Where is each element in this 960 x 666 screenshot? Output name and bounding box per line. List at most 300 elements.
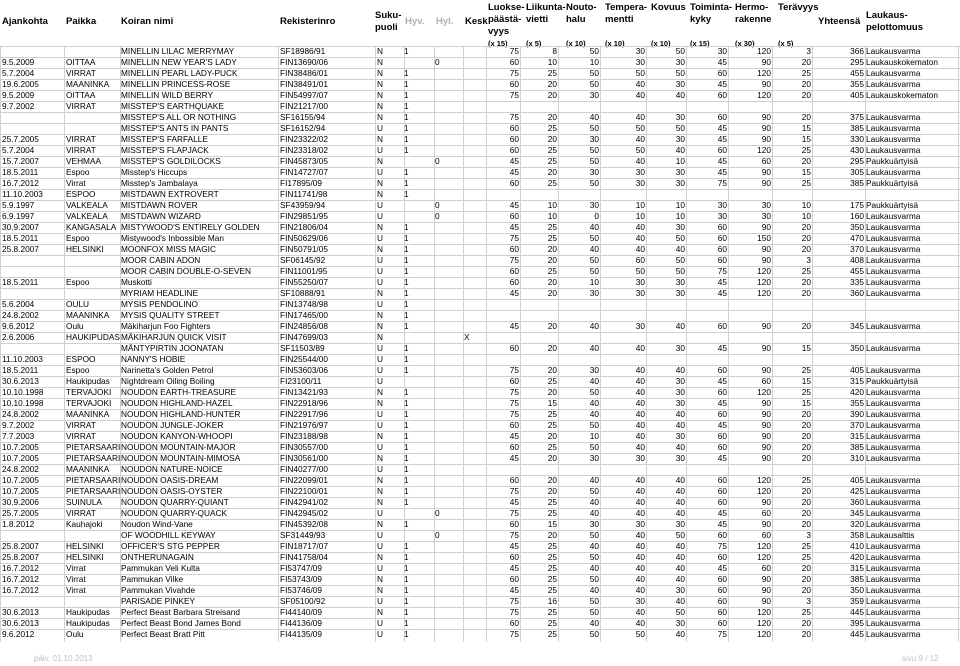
cell-koiran-nimi: NOUDON OASIS-DREAM (121, 476, 219, 485)
cell-temperamentti: 50 (635, 267, 645, 276)
cell-hyl: 0 (435, 531, 440, 540)
cell-koiran-nimi: MISTYWOOD'S ENTIRELY GOLDEN (121, 223, 260, 232)
cell-rekisterinro: FIN40277/00 (280, 465, 328, 474)
cell-hyv: 1 (404, 256, 409, 265)
cell-sukupuoli: U (377, 234, 383, 243)
cell-hyv: 1 (404, 69, 409, 78)
cell-ajankohta: 18.5.2011 (2, 234, 39, 243)
cell-koiran-nimi: Noudon Wind-Vane (121, 520, 193, 529)
cell-koiran-nimi: MOOR CABIN ADON (121, 256, 201, 265)
cell-ajankohta: 24.8.2002 (2, 410, 39, 419)
cell-hyv: 1 (404, 388, 409, 397)
cell-toimintakyky: 45 (717, 289, 727, 298)
cell-toimintakyky: 45 (717, 124, 727, 133)
cell-yhteensa: 425 (850, 487, 864, 496)
cell-ajankohta: 10.7.2005 (2, 454, 39, 463)
cell-luoksepaastavyys: 60 (509, 278, 519, 287)
cell-ajankohta: 10.10.1998 (2, 399, 44, 408)
cell-laukauspelottomuus: Paukkuärtyisä (866, 179, 919, 188)
cell-hyv: 1 (404, 146, 409, 155)
cell-toimintakyky: 60 (717, 322, 727, 331)
cell-temperamentti: 40 (635, 586, 645, 595)
cell-temperamentti: 30 (635, 597, 645, 606)
table-row (0, 475, 960, 485)
cell-laukauspelottomuus: Laukausvarma (866, 520, 921, 529)
cell-temperamentti: 40 (635, 531, 645, 540)
cell-laukauspelottomuus: Laukausvarma (866, 432, 921, 441)
cell-temperamentti: 40 (635, 113, 645, 122)
table-row (0, 574, 960, 584)
cell-luoksepaastavyys: 60 (509, 267, 519, 276)
cell-sukupuoli: N (377, 135, 383, 144)
cell-yhteensa: 420 (850, 553, 864, 562)
cell-koiran-nimi: Pammukan Veli Kulta (121, 564, 200, 573)
cell-toimintakyky: 60 (717, 223, 727, 232)
cell-laukauspelottomuus: Laukausvarma (866, 542, 921, 551)
cell-laukauspelottomuus: Laukausvarma (866, 410, 921, 419)
table-row (0, 68, 960, 78)
cell-yhteensa: 385 (850, 179, 864, 188)
cell-laukauspelottomuus: Laukauskokematon (866, 91, 938, 100)
cell-paikka: VIRRAT (66, 509, 96, 518)
cell-laukauspelottomuus: Laukausvarma (866, 212, 921, 221)
cell-toimintakyky: 45 (717, 80, 727, 89)
cell-ajankohta: 30.9.2006 (2, 498, 39, 507)
cell-ajankohta: 9.5.2009 (2, 91, 35, 100)
table-row (0, 387, 960, 397)
cell-liikuntavietti: 20 (547, 476, 557, 485)
cell-liikuntavietti: 20 (547, 113, 557, 122)
cell-noutohalu: 40 (589, 619, 599, 628)
cell-toimintakyky: 60 (717, 410, 727, 419)
table-row (0, 585, 960, 595)
cell-hermorakenne: 150 (757, 234, 771, 243)
cell-laukauspelottomuus: Laukausvarma (866, 619, 921, 628)
cell-sukupuoli: U (377, 542, 383, 551)
cell-temperamentti: 40 (635, 542, 645, 551)
cell-koiran-nimi: Misstep's Hiccups (121, 168, 188, 177)
cell-luoksepaastavyys: 60 (509, 377, 519, 386)
cell-laukauspelottomuus: Paukkuärtyisä (866, 377, 919, 386)
cell-sukupuoli: U (377, 300, 383, 309)
cell-koiran-nimi: MISSTEP'S EARTHQUAKE (121, 102, 224, 111)
cell-teravyys: 15 (801, 344, 811, 353)
cell-paikka: MAANINKA (66, 80, 110, 89)
cell-teravyys: 15 (801, 399, 811, 408)
col-header-hyl: Hyl. (436, 16, 454, 27)
cell-toimintakyky: 75 (717, 267, 727, 276)
cell-temperamentti: 40 (635, 608, 645, 617)
cell-sukupuoli: U (377, 267, 383, 276)
col-header-toimintakyky: Toiminta- kyky (690, 2, 733, 25)
cell-toimintakyky: 45 (717, 564, 727, 573)
table-row (0, 167, 960, 177)
cell-ajankohta: 11.10.2003 (2, 355, 43, 364)
cell-luoksepaastavyys: 75 (509, 91, 519, 100)
cell-luoksepaastavyys: 60 (509, 212, 519, 221)
cell-liikuntavietti: 25 (547, 553, 557, 562)
cell-rekisterinro: FI17895/09 (280, 179, 322, 188)
cell-noutohalu: 50 (589, 487, 599, 496)
cell-hyv: 1 (404, 410, 409, 419)
cell-sukupuoli: U (377, 619, 383, 628)
cell-teravyys: 20 (801, 630, 811, 639)
cell-kovuus: 30 (675, 619, 685, 628)
cell-temperamentti: 40 (635, 223, 645, 232)
table-row (0, 541, 960, 551)
cell-kovuus: 30 (675, 388, 685, 397)
cell-liikuntavietti: 25 (547, 146, 557, 155)
cell-teravyys: 20 (801, 91, 811, 100)
multiplier-kovuus: (x 10) (651, 39, 671, 48)
cell-kovuus: 10 (675, 201, 685, 210)
cell-luoksepaastavyys: 75 (509, 113, 519, 122)
cell-rekisterinro: FIN24856/08 (280, 322, 328, 331)
cell-yhteensa: 366 (850, 47, 864, 56)
cell-noutohalu: 30 (589, 520, 599, 529)
cell-liikuntavietti: 20 (547, 168, 557, 177)
cell-hyv: 1 (404, 135, 409, 144)
cell-sukupuoli: U (377, 564, 383, 573)
cell-yhteensa: 359 (850, 597, 864, 606)
cell-paikka: KANGASALA (66, 223, 117, 232)
cell-luoksepaastavyys: 60 (509, 80, 519, 89)
cell-koiran-nimi: MOOR CABIN DOUBLE-O-SEVEN (121, 267, 252, 276)
cell-rekisterinro: SF16152/94 (280, 124, 326, 133)
cell-temperamentti: 50 (635, 124, 645, 133)
cell-yhteensa: 350 (850, 223, 864, 232)
cell-hermorakenne: 120 (757, 553, 771, 562)
cell-laukauspelottomuus: Laukausvarma (866, 146, 921, 155)
cell-hyv: 1 (404, 575, 409, 584)
cell-koiran-nimi: NOUDON QUARRY-QUIANT (121, 498, 229, 507)
cell-yhteensa: 385 (850, 124, 864, 133)
cell-luoksepaastavyys: 75 (509, 487, 519, 496)
cell-paikka: Virrat (66, 179, 86, 188)
cell-hyl: 0 (435, 58, 440, 67)
cell-toimintakyky: 30 (717, 47, 727, 56)
footer-date: päiv. 01.10.2013 (34, 654, 93, 663)
cell-liikuntavietti: 10 (547, 201, 557, 210)
cell-hermorakenne: 120 (757, 487, 771, 496)
cell-sukupuoli: U (377, 256, 383, 265)
cell-paikka: ESPOO (66, 355, 96, 364)
cell-sukupuoli: N (377, 575, 383, 584)
cell-kovuus: 50 (675, 69, 685, 78)
cell-luoksepaastavyys: 60 (509, 146, 519, 155)
cell-rekisterinro: FIN30561/00 (280, 454, 328, 463)
cell-paikka: TERVAJOKI (66, 388, 112, 397)
cell-temperamentti: 40 (635, 377, 645, 386)
cell-sukupuoli: N (377, 322, 383, 331)
cell-paikka: TERVAJOKI (66, 399, 112, 408)
cell-noutohalu: 30 (589, 201, 599, 210)
cell-ajankohta: 18.5.2011 (2, 366, 39, 375)
table-row (0, 57, 960, 67)
cell-kovuus: 50 (675, 47, 685, 56)
cell-ajankohta: 18.5.2011 (2, 168, 39, 177)
cell-teravyys: 25 (801, 366, 811, 375)
footer-page-number: sivu 9 / 12 (902, 654, 939, 663)
cell-toimintakyky: 45 (717, 454, 727, 463)
table-row (0, 431, 960, 441)
cell-hermorakenne: 90 (761, 223, 771, 232)
cell-kovuus: 30 (675, 289, 685, 298)
page-footer (0, 654, 960, 666)
cell-toimintakyky: 60 (717, 553, 727, 562)
cell-temperamentti: 40 (635, 344, 645, 353)
cell-rekisterinro: FIN47699/03 (280, 333, 328, 342)
cell-temperamentti: 60 (635, 256, 645, 265)
cell-hermorakenne: 90 (761, 454, 771, 463)
table-row (0, 497, 960, 507)
cell-noutohalu: 40 (589, 399, 599, 408)
cell-teravyys: 20 (801, 223, 811, 232)
cell-hyv: 1 (404, 278, 409, 287)
cell-noutohalu: 50 (589, 256, 599, 265)
cell-liikuntavietti: 25 (547, 619, 557, 628)
cell-temperamentti: 50 (635, 630, 645, 639)
cell-paikka: HELSINKI (66, 553, 104, 562)
cell-koiran-nimi: OF WOODHILL KEYWAY (121, 531, 216, 540)
cell-luoksepaastavyys: 45 (509, 454, 519, 463)
table-row (0, 112, 960, 122)
col-header-kovuus: Kovuus (651, 2, 686, 13)
cell-rekisterinro: FIN22099/01 (280, 476, 328, 485)
cell-paikka: Haukipudas (66, 619, 110, 628)
cell-ajankohta: 5.6.2004 (2, 300, 35, 309)
cell-toimintakyky: 75 (717, 179, 727, 188)
table-row (0, 519, 960, 529)
cell-kovuus: 40 (675, 509, 685, 518)
cell-hermorakenne: 60 (761, 564, 771, 573)
cell-yhteensa: 315 (850, 377, 864, 386)
cell-laukauspelottomuus: Laukausvarma (866, 113, 921, 122)
cell-hermorakenne: 120 (757, 542, 771, 551)
cell-hyv: 1 (404, 355, 409, 364)
cell-ajankohta: 25.8.2007 (2, 245, 39, 254)
cell-koiran-nimi: MOONFOX MISS MAGIC (121, 245, 216, 254)
cell-ajankohta: 1.8.2012 (2, 520, 35, 529)
cell-teravyys: 20 (801, 322, 811, 331)
cell-toimintakyky: 30 (717, 201, 727, 210)
table-row (0, 145, 960, 155)
cell-koiran-nimi: NOUDON KANYON-WHOOPI (121, 432, 233, 441)
cell-luoksepaastavyys: 75 (509, 531, 519, 540)
cell-ajankohta: 30.6.2013 (2, 377, 39, 386)
cell-laukauspelottomuus: Laukausvarma (866, 564, 921, 573)
cell-kovuus: 30 (675, 520, 685, 529)
cell-luoksepaastavyys: 60 (509, 421, 519, 430)
col-header-liikuntavietti: Liikunta- vietti (526, 2, 566, 25)
cell-teravyys: 10 (801, 212, 811, 221)
cell-temperamentti: 40 (635, 443, 645, 452)
cell-laukauspelottomuus: Laukausvarma (866, 80, 921, 89)
cell-sukupuoli: N (377, 157, 383, 166)
cell-hermorakenne: 90 (761, 399, 771, 408)
cell-kovuus: 10 (675, 212, 685, 221)
cell-laukauspelottomuus: Laukausvarma (866, 575, 921, 584)
cell-hermorakenne: 90 (761, 322, 771, 331)
cell-liikuntavietti: 20 (547, 245, 557, 254)
cell-rekisterinro: FI53747/09 (280, 564, 322, 573)
cell-rekisterinro: FIN30557/00 (280, 443, 328, 452)
cell-toimintakyky: 45 (717, 520, 727, 529)
cell-hermorakenne: 90 (761, 113, 771, 122)
cell-liikuntavietti: 20 (547, 531, 557, 540)
cell-noutohalu: 40 (589, 542, 599, 551)
cell-teravyys: 15 (801, 135, 811, 144)
cell-liikuntavietti: 25 (547, 179, 557, 188)
cell-sukupuoli: N (377, 102, 383, 111)
cell-liikuntavietti: 8 (552, 47, 557, 56)
cell-laukauspelottomuus: Laukausvarma (866, 234, 921, 243)
cell-ajankohta: 10.7.2005 (2, 487, 39, 496)
cell-laukauspelottomuus: Laukausvarma (866, 630, 921, 639)
cell-noutohalu: 10 (589, 432, 599, 441)
cell-yhteensa: 350 (850, 586, 864, 595)
cell-temperamentti: 40 (635, 388, 645, 397)
cell-paikka: MAANINKA (66, 410, 110, 419)
multiplier-noutohalu: (x 10) (566, 39, 586, 48)
cell-luoksepaastavyys: 60 (509, 124, 519, 133)
cell-hyv: 1 (404, 91, 409, 100)
cell-ajankohta: 9.7.2002 (2, 421, 35, 430)
cell-ajankohta: 5.7.2004 (2, 69, 35, 78)
cell-temperamentti: 40 (635, 575, 645, 584)
cell-yhteensa: 370 (850, 245, 864, 254)
cell-rekisterinro: SF10888/91 (280, 289, 326, 298)
cell-kovuus: 40 (675, 322, 685, 331)
cell-sukupuoli: N (377, 476, 383, 485)
cell-hermorakenne: 90 (761, 421, 771, 430)
col-header-yhteensa: Yhteensä (818, 16, 861, 27)
table-row (0, 629, 960, 639)
cell-sukupuoli: N (377, 58, 383, 67)
cell-noutohalu: 30 (589, 168, 599, 177)
cell-rekisterinro: FIN50629/06 (280, 234, 328, 243)
cell-noutohalu: 50 (589, 388, 599, 397)
cell-liikuntavietti: 25 (547, 410, 557, 419)
cell-luoksepaastavyys: 75 (509, 630, 519, 639)
cell-hermorakenne: 60 (761, 531, 771, 540)
cell-rekisterinro: SF16155/94 (280, 113, 326, 122)
cell-liikuntavietti: 25 (547, 421, 557, 430)
cell-sukupuoli: U (377, 377, 383, 386)
table-row (0, 255, 960, 265)
cell-yhteensa: 405 (850, 476, 864, 485)
cell-kovuus: 40 (675, 487, 685, 496)
cell-yhteensa: 420 (850, 388, 864, 397)
col-header-rekisterinro: Rekisterinro (280, 16, 336, 27)
cell-liikuntavietti: 20 (547, 432, 557, 441)
cell-paikka: OITTAA (66, 58, 96, 67)
cell-temperamentti: 40 (635, 498, 645, 507)
cell-hyv: 1 (404, 586, 409, 595)
cell-laukauspelottomuus: Laukauskokematon (866, 58, 938, 67)
cell-toimintakyky: 60 (717, 531, 727, 540)
cell-teravyys: 20 (801, 421, 811, 430)
cell-luoksepaastavyys: 60 (509, 443, 519, 452)
cell-paikka: VIRRAT (66, 432, 96, 441)
cell-liikuntavietti: 25 (547, 586, 557, 595)
col-header-sukupuoli: Suku- puoli (375, 10, 402, 33)
cell-luoksepaastavyys: 75 (509, 366, 519, 375)
table-row (0, 486, 960, 496)
cell-liikuntavietti: 15 (547, 399, 557, 408)
cell-ajankohta: 24.8.2002 (2, 465, 39, 474)
cell-luoksepaastavyys: 60 (509, 179, 519, 188)
cell-ajankohta: 25.7.2005 (2, 509, 39, 518)
cell-temperamentti: 50 (635, 146, 645, 155)
cell-rekisterinro: FIN38486/01 (280, 69, 328, 78)
cell-laukauspelottomuus: Laukausvarma (866, 586, 921, 595)
cell-yhteensa: 175 (850, 201, 864, 210)
cell-temperamentti: 40 (635, 91, 645, 100)
cell-teravyys: 20 (801, 487, 811, 496)
cell-noutohalu: 0 (594, 212, 599, 221)
cell-noutohalu: 50 (589, 597, 599, 606)
cell-temperamentti: 10 (635, 201, 645, 210)
cell-toimintakyky: 45 (717, 157, 727, 166)
cell-paikka: Espoo (66, 278, 90, 287)
cell-rekisterinro: FIN21806/04 (280, 223, 328, 232)
multiplier-toimintakyky: (x 15) (690, 39, 710, 48)
cell-teravyys: 25 (801, 608, 811, 617)
cell-temperamentti: 30 (635, 168, 645, 177)
cell-hermorakenne: 90 (761, 256, 771, 265)
cell-ajankohta: 16.7.2012 (2, 564, 39, 573)
cell-hermorakenne: 90 (761, 168, 771, 177)
cell-koiran-nimi: NOUDON OASIS-OYSTER (121, 487, 223, 496)
cell-temperamentti: 40 (635, 410, 645, 419)
cell-ajankohta: 30.6.2013 (2, 619, 39, 628)
cell-yhteensa: 375 (850, 113, 864, 122)
cell-toimintakyky: 60 (717, 234, 727, 243)
cell-paikka: VIRRAT (66, 421, 96, 430)
cell-liikuntavietti: 20 (547, 454, 557, 463)
cell-yhteensa: 445 (850, 630, 864, 639)
cell-toimintakyky: 60 (717, 113, 727, 122)
cell-koiran-nimi: Pammukan Vivahde (121, 586, 196, 595)
cell-luoksepaastavyys: 60 (509, 476, 519, 485)
cell-hyv: 1 (404, 113, 409, 122)
cell-noutohalu: 50 (589, 47, 599, 56)
cell-noutohalu: 30 (589, 454, 599, 463)
cell-laukauspelottomuus: Paukkuärtyisä (866, 157, 919, 166)
cell-teravyys: 25 (801, 388, 811, 397)
cell-koiran-nimi: NOUDON MOUNTAIN-MIMOSA (121, 454, 241, 463)
cell-ajankohta: 18.5.2011 (2, 278, 39, 287)
cell-noutohalu: 50 (589, 179, 599, 188)
cell-hyv: 1 (404, 476, 409, 485)
table-row (0, 189, 960, 199)
cell-sukupuoli: N (377, 333, 383, 342)
cell-rekisterinro: FIN41758/04 (280, 553, 328, 562)
cell-rekisterinro: FIN22100/01 (280, 487, 328, 496)
cell-kovuus: 30 (675, 135, 685, 144)
cell-hermorakenne: 90 (761, 575, 771, 584)
cell-hyl: 0 (435, 201, 440, 210)
cell-rekisterinro: FIN18717/07 (280, 542, 328, 551)
cell-luoksepaastavyys: 45 (509, 168, 519, 177)
cell-paikka: Haukipudas (66, 608, 110, 617)
cell-liikuntavietti: 16 (547, 597, 557, 606)
cell-paikka: VIRRAT (66, 135, 96, 144)
cell-toimintakyky: 60 (717, 432, 727, 441)
cell-liikuntavietti: 25 (547, 630, 557, 639)
cell-paikka: HELSINKI (66, 542, 104, 551)
